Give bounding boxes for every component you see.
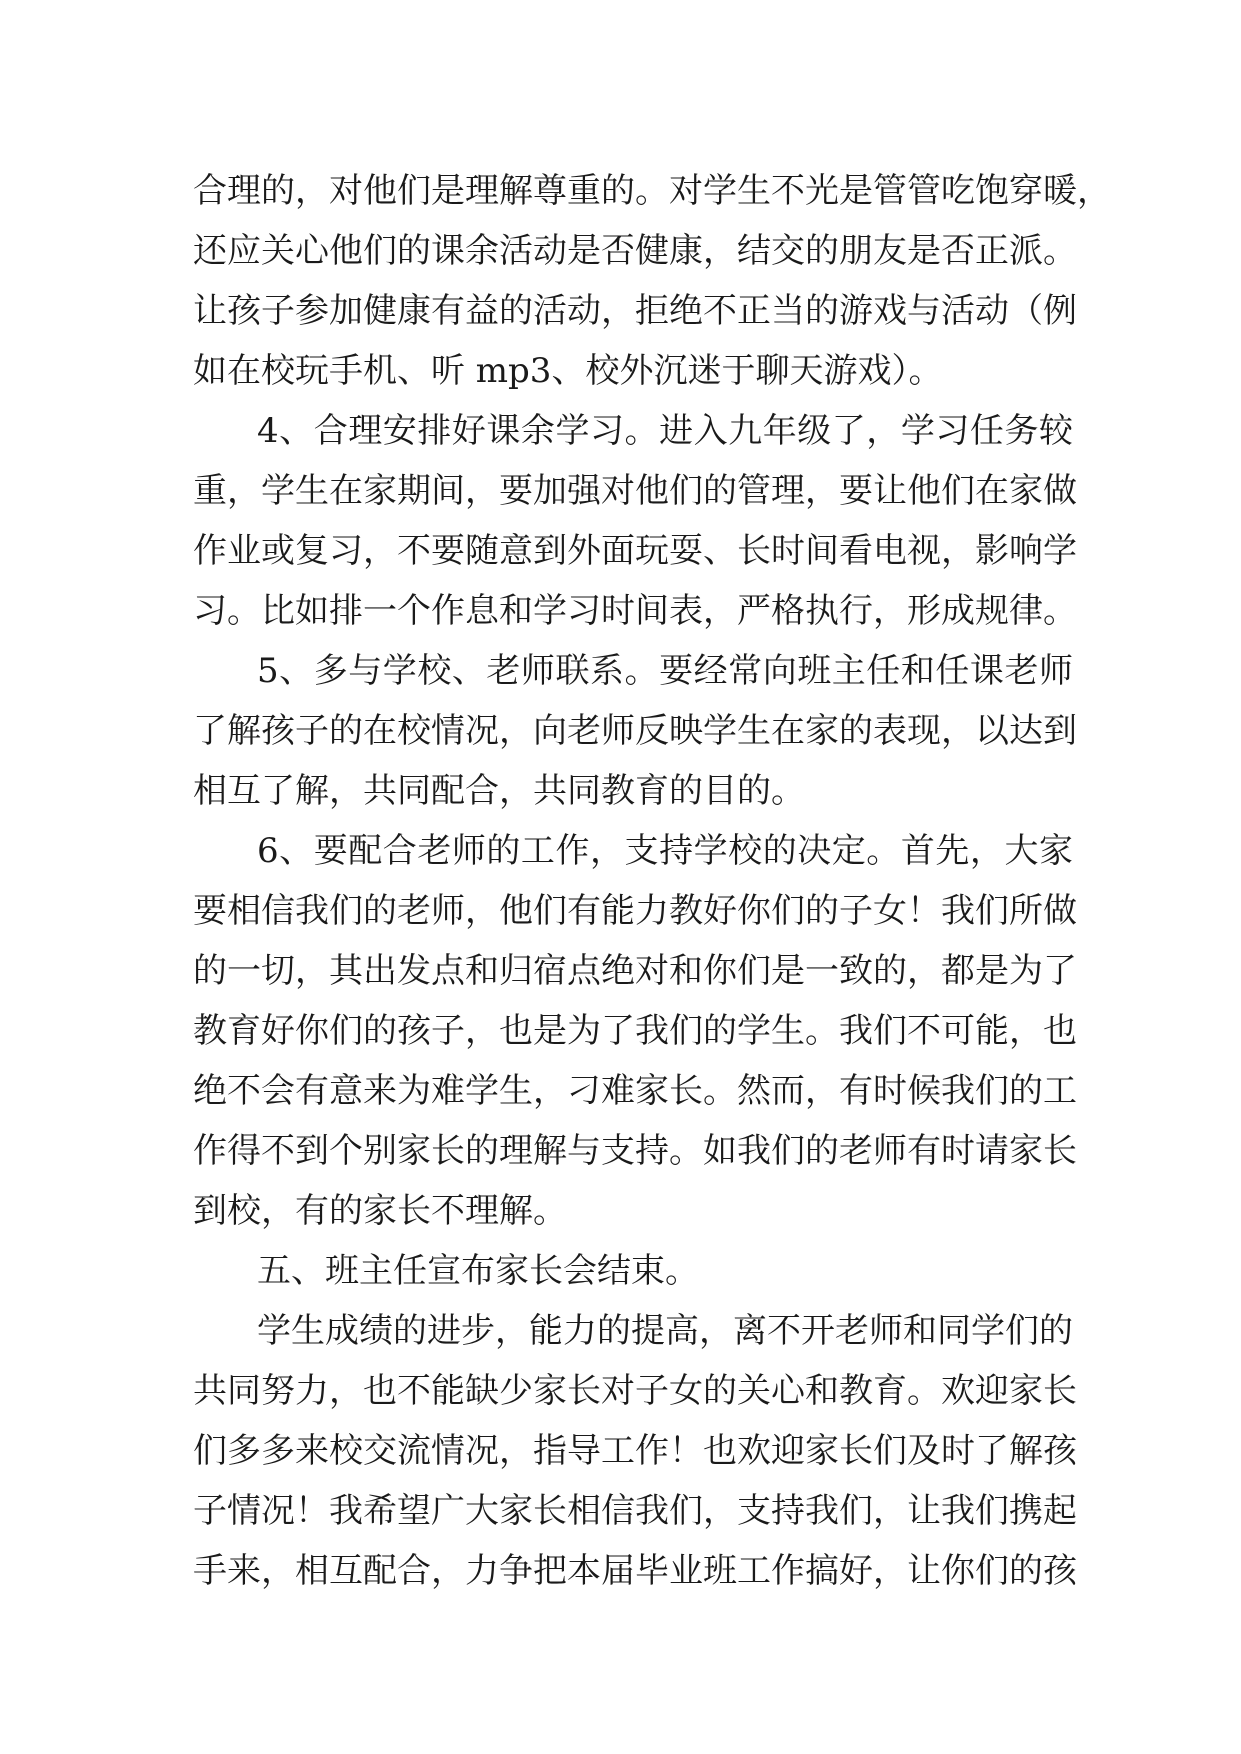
text-line: 教育好你们的孩子，也是为了我们的学生。我们不可能，也 — [193, 1011, 1077, 1051]
text-line: 合理的，对他们是理解尊重的。对学生不光是管管吃饱穿暖， — [193, 171, 1111, 211]
text-line: 让孩子参加健康有益的活动，拒绝不正当的游戏与活动（例 — [193, 291, 1077, 331]
paragraph-start-line: 学生成绩的进步，能力的提高，离不开老师和同学们的 — [257, 1311, 1073, 1351]
text-line: 绝不会有意来为难学生，刁难家长。然而，有时候我们的工 — [193, 1071, 1077, 1111]
text-line: 作得不到个别家长的理解与支持。如我们的老师有时请家长 — [193, 1131, 1077, 1171]
text-line: 相互了解，共同配合，共同教育的目的。 — [193, 771, 805, 811]
text-line: 到校，有的家长不理解。 — [193, 1191, 567, 1231]
text-line: 习。比如排一个作息和学习时间表，严格执行，形成规律。 — [193, 591, 1077, 631]
text-line: 如在校玩手机、听 mp3、校外沉迷于聊天游戏）。 — [193, 351, 943, 391]
text-line: 重，学生在家期间，要加强对他们的管理，要让他们在家做 — [193, 471, 1077, 511]
text-line: 的一切，其出发点和归宿点绝对和你们是一致的，都是为了 — [193, 951, 1077, 991]
text-line: 们多多来校交流情况，指导工作！也欢迎家长们及时了解孩 — [193, 1431, 1077, 1471]
paragraph-start-line: 4、合理安排好课余学习。进入九年级了，学习任务较 — [257, 411, 1073, 451]
document-body — [193, 161, 1111, 1601]
paragraph-start-line: 6、要配合老师的工作，支持学校的决定。首先，大家 — [257, 831, 1073, 871]
text-line: 手来，相互配合，力争把本届毕业班工作搞好，让你们的孩 — [193, 1551, 1077, 1591]
text-line: 还应关心他们的课余活动是否健康，结交的朋友是否正派。 — [193, 231, 1077, 271]
text-line: 共同努力，也不能缺少家长对子女的关心和教育。欢迎家长 — [193, 1371, 1077, 1411]
text-line: 了解孩子的在校情况，向老师反映学生在家的表现，以达到 — [193, 711, 1077, 751]
text-line: 作业或复习，不要随意到外面玩耍、长时间看电视，影响学 — [193, 531, 1077, 571]
section-heading: 五、班主任宣布家长会结束。 — [257, 1251, 699, 1291]
paragraph-start-line: 5、多与学校、老师联系。要经常向班主任和任课老师 — [257, 651, 1073, 691]
text-line: 子情况！我希望广大家长相信我们，支持我们，让我们携起 — [193, 1491, 1077, 1531]
text-line: 要相信我们的老师，他们有能力教好你们的子女！我们所做 — [193, 891, 1077, 931]
